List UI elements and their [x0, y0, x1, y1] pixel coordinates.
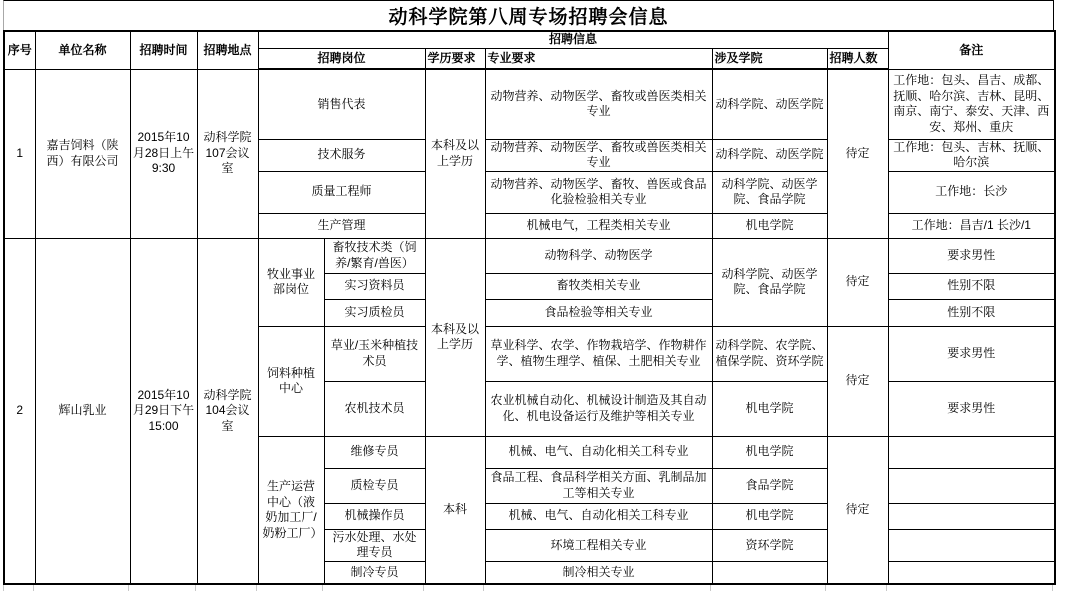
job-title-cell: 污水处理、水处理专员 [324, 529, 425, 561]
col-header-serial: 序号 [4, 31, 35, 69]
remark-cell: 工作地：长沙 [888, 171, 1055, 213]
major-cell: 草业科学、农学、作物栽培学、作物耕作学、植物生理学、植保、土肥相关专业 [485, 326, 712, 381]
table-row [4, 238, 1055, 273]
job-title-cell: 机械操作员 [324, 503, 425, 529]
col-header-college: 涉及学院 [712, 48, 827, 69]
education-cell: 本科及以上学历 [425, 69, 485, 238]
major-cell: 畜牧类相关专业 [485, 273, 712, 299]
category-cell: 生产运营中心（液奶加工厂/奶粉工厂） [258, 436, 324, 584]
college-cell: 机电学院 [712, 381, 827, 436]
college-cell: 食品学院 [712, 468, 827, 503]
remark-cell [888, 561, 1055, 584]
major-cell: 机械电气，工程类相关专业 [485, 213, 712, 238]
college-cell: 动科学院、动医学院 [712, 69, 827, 139]
remark-cell: 要求男性 [888, 326, 1055, 381]
remark-cell: 工作地：昌吉/1 长沙/1 [888, 213, 1055, 238]
job-title-cell: 制冷专员 [324, 561, 425, 584]
col-header-time: 招聘时间 [130, 31, 197, 69]
col-header-headcount: 招聘人数 [827, 48, 888, 69]
college-cell: 动科学院、农学院、植保学院、资环学院 [712, 326, 827, 381]
serial-cell: 2 [4, 238, 35, 584]
table-row [4, 69, 1055, 139]
col-header-company: 单位名称 [35, 31, 130, 69]
job-title-cell: 质量工程师 [258, 171, 425, 213]
remark-cell: 要求男性 [888, 238, 1055, 273]
recruitment-table [3, 30, 1056, 585]
job-title-cell: 维修专员 [324, 436, 425, 468]
major-cell: 环境工程相关专业 [485, 529, 712, 561]
college-cell: 动科学院、动医学院、食品学院 [712, 171, 827, 213]
location-cell: 动科学院104会议室 [197, 238, 258, 584]
major-cell: 动物科学、动物医学 [485, 238, 712, 273]
company-cell: 嘉吉饲料（陕西）有限公司 [35, 69, 130, 238]
job-title-cell: 质检专员 [324, 468, 425, 503]
college-cell: 动科学院、动医学院、食品学院 [712, 238, 827, 326]
gridline-stubs [3, 585, 1054, 591]
major-cell: 制冷相关专业 [485, 561, 712, 584]
remark-cell: 要求男性 [888, 381, 1055, 436]
col-header-post: 招聘岗位 [258, 48, 425, 69]
education-cell: 本科 [425, 436, 485, 584]
education-cell: 本科及以上学历 [425, 238, 485, 436]
headcount-cell: 待定 [827, 436, 888, 584]
remark-cell: 性别不限 [888, 273, 1055, 299]
col-header-info-group: 招聘信息 [258, 31, 888, 48]
remark-cell: 性别不限 [888, 299, 1055, 326]
recruitment-sheet [3, 0, 1054, 591]
col-header-education: 学历要求 [425, 48, 485, 69]
col-header-major: 专业要求 [485, 48, 712, 69]
job-title-cell: 技术服务 [258, 139, 425, 171]
job-title-cell: 农机技术员 [324, 381, 425, 436]
header-row-1 [4, 31, 1055, 48]
job-title-cell: 生产管理 [258, 213, 425, 238]
college-cell: 机电学院 [712, 213, 827, 238]
remark-cell [888, 529, 1055, 561]
major-cell: 机械、电气、自动化相关工科专业 [485, 436, 712, 468]
major-cell: 农业机械自动化、机械设计制造及其自动化、机电设备运行及维护等相关专业 [485, 381, 712, 436]
college-cell [712, 561, 827, 584]
major-cell: 动物营养、动物医学、畜牧或兽医类相关专业 [485, 69, 712, 139]
remark-cell [888, 468, 1055, 503]
major-cell: 动物营养、动物医学、畜牧或兽医类相关专业 [485, 139, 712, 171]
college-cell: 机电学院 [712, 436, 827, 468]
company-cell: 辉山乳业 [35, 238, 130, 584]
job-title-cell: 草业/玉米种植技术员 [324, 326, 425, 381]
major-cell: 食品检验等相关专业 [485, 299, 712, 326]
page-title: 动科学院第八周专场招聘会信息 [3, 0, 1054, 30]
category-cell: 饲料种植中心 [258, 326, 324, 436]
job-title-cell: 实习质检员 [324, 299, 425, 326]
major-cell: 食品工程、食品科学相关方面、乳制品加工等相关专业 [485, 468, 712, 503]
college-cell: 资环学院 [712, 529, 827, 561]
time-cell: 2015年10月28日上午9:30 [130, 69, 197, 238]
col-header-remark: 备注 [888, 31, 1055, 69]
location-cell: 动科学院107会议室 [197, 69, 258, 238]
job-title-cell: 实习资料员 [324, 273, 425, 299]
col-header-location: 招聘地点 [197, 31, 258, 69]
headcount-cell: 待定 [827, 326, 888, 436]
major-cell: 机械、电气、自动化相关工科专业 [485, 503, 712, 529]
college-cell: 机电学院 [712, 503, 827, 529]
remark-cell: 工作地：包头、昌吉、成都、抚顺、哈尔滨、吉林、昆明、南京、南宁、泰安、天津、西安、郑州、重庆 [888, 69, 1055, 139]
job-title-cell: 销售代表 [258, 69, 425, 139]
remark-cell [888, 436, 1055, 468]
college-cell: 动科学院、动医学院 [712, 139, 827, 171]
major-cell: 动物营养、动物医学、畜牧、兽医或食品化验检验相关专业 [485, 171, 712, 213]
remark-cell [888, 503, 1055, 529]
headcount-cell: 待定 [827, 69, 888, 238]
remark-cell: 工作地：包头、吉林、抚顺、哈尔滨 [888, 139, 1055, 171]
job-title-cell: 畜牧技术类（饲养/繁育/兽医） [324, 238, 425, 273]
time-cell: 2015年10月29日下午15:00 [130, 238, 197, 584]
category-cell: 牧业事业部岗位 [258, 238, 324, 326]
headcount-cell: 待定 [827, 238, 888, 326]
serial-cell: 1 [4, 69, 35, 238]
